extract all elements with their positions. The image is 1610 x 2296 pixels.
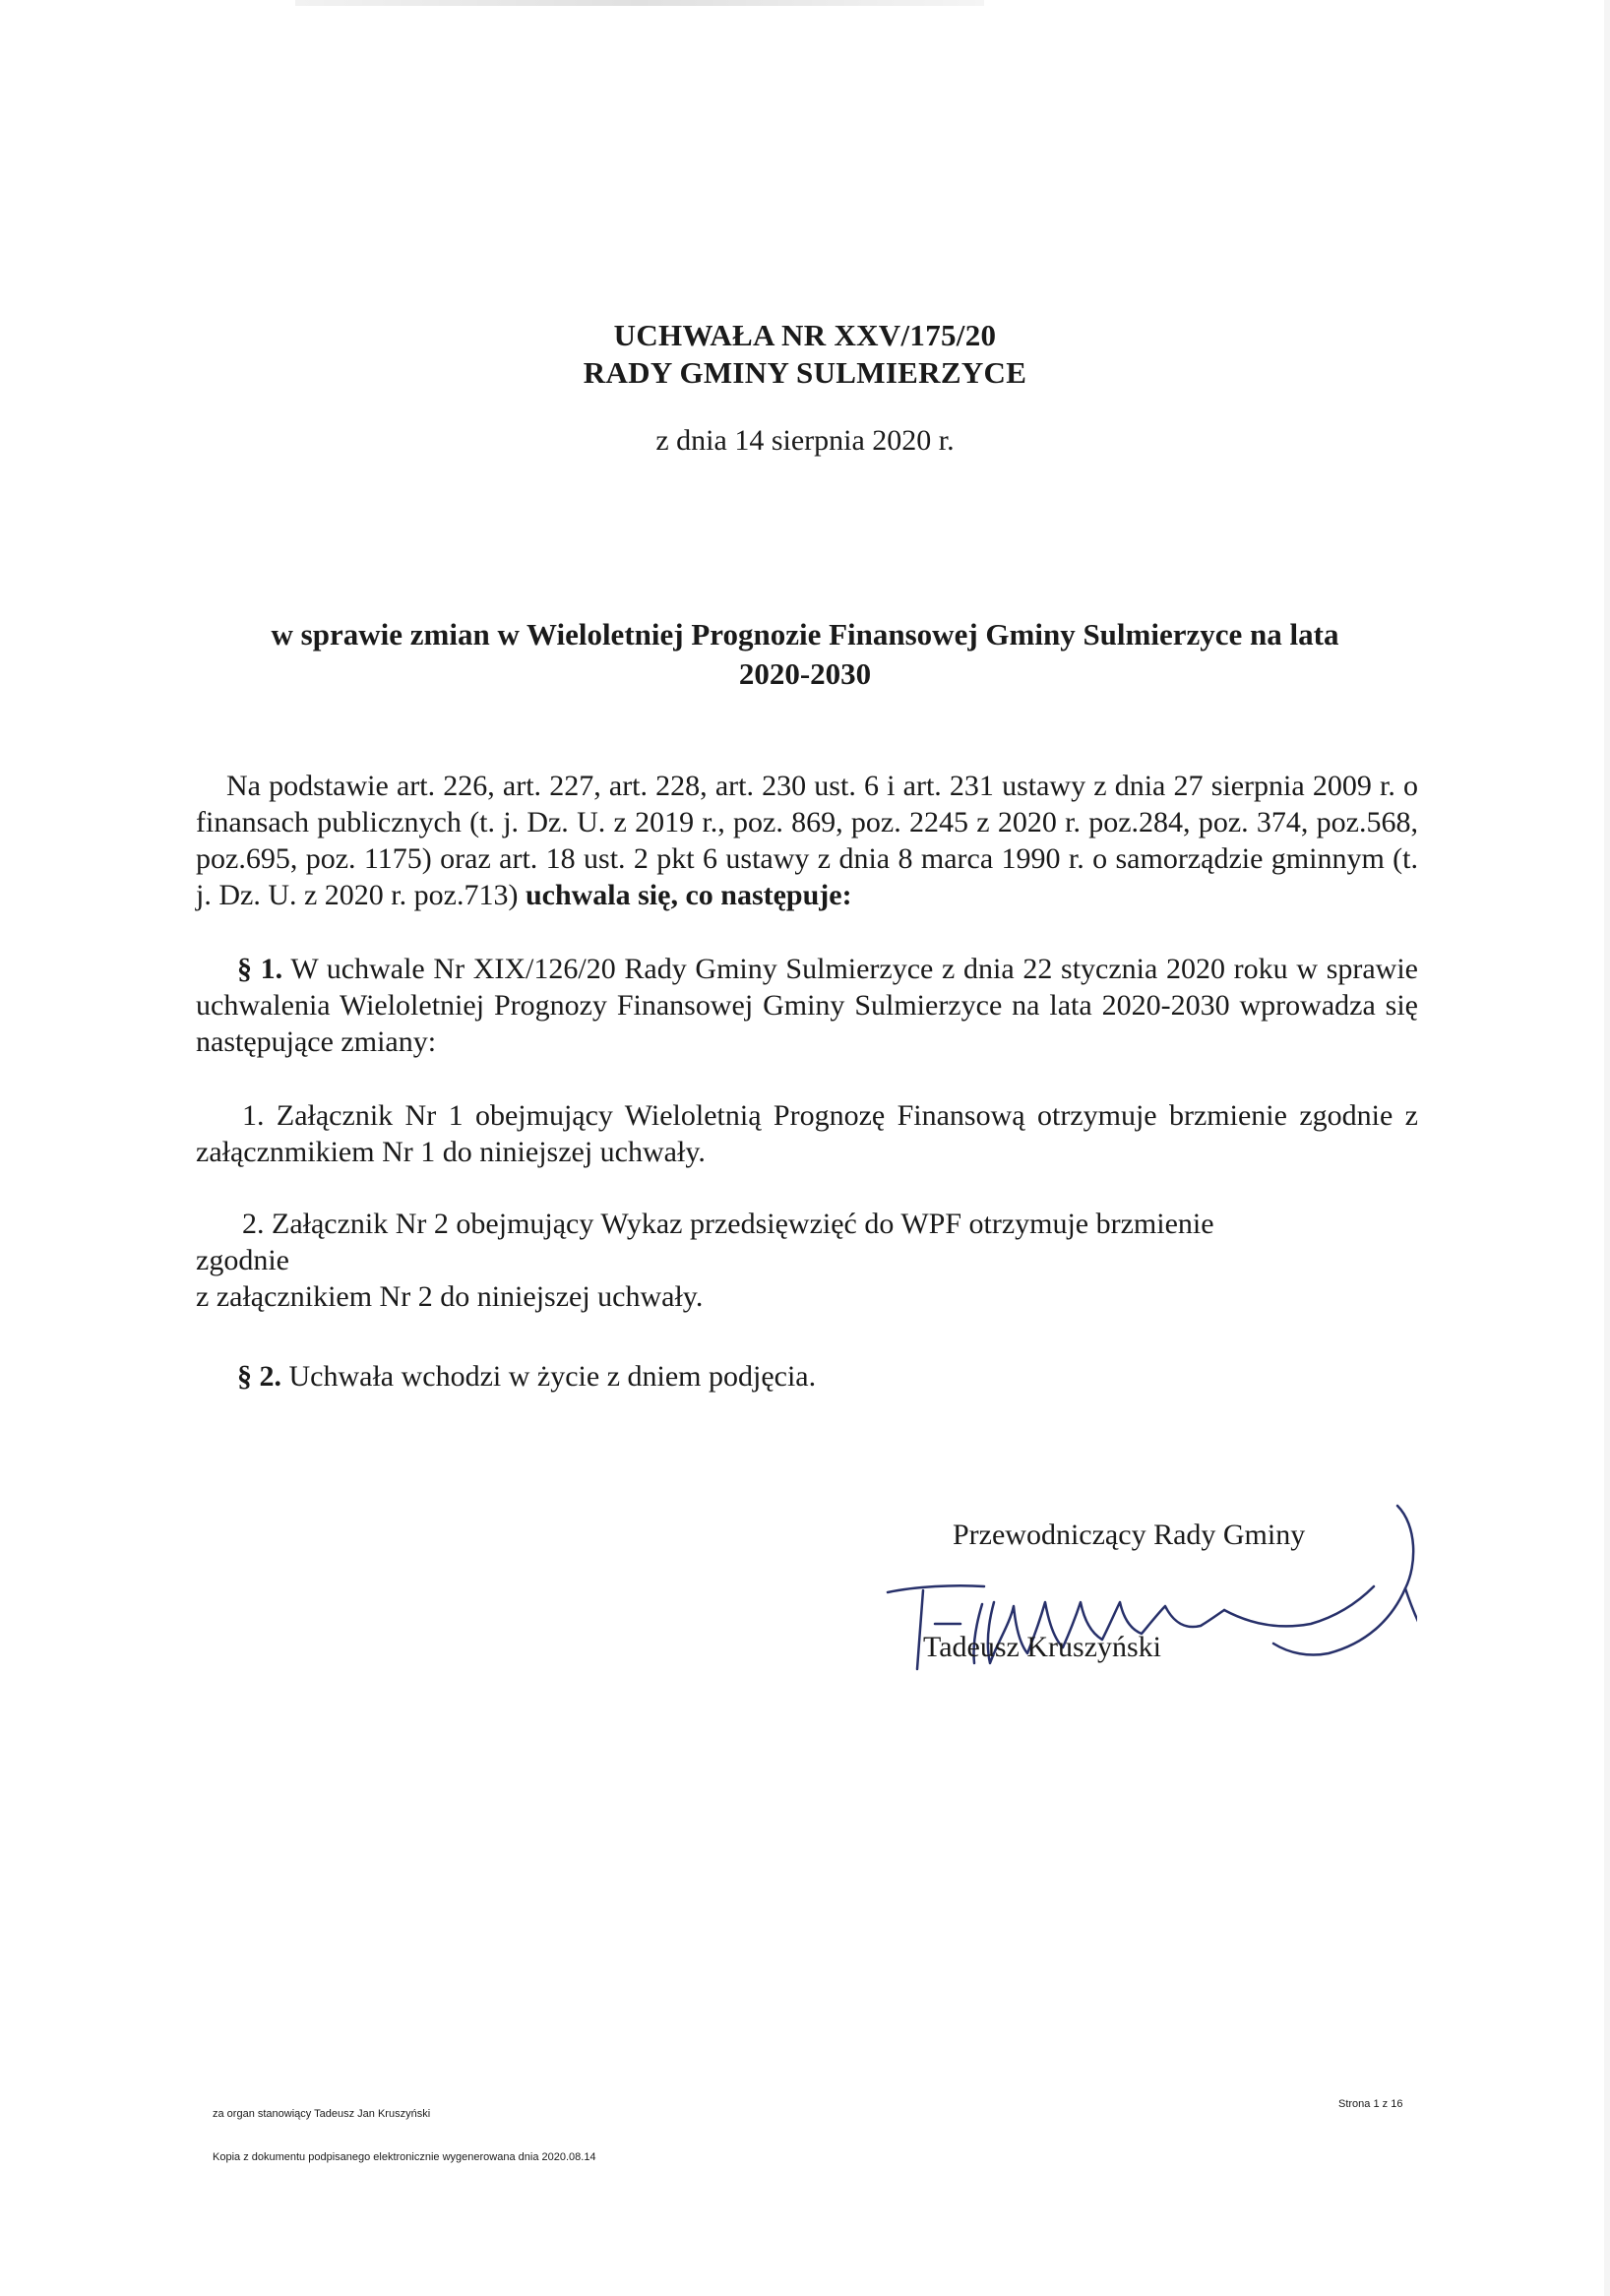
signatory-role: Przewodniczący Rady Gminy (953, 1519, 1306, 1551)
section-1-text: W uchwale Nr XIX/126/20 Rady Gminy Sulmierzyce z dnia 22 stycznia 2020 roku w sprawie uchwalenia Wieloletniej Prognozy Finansowej Gminy Sulmierzyce na lata 2020-2030 wprowadza się następujące zmiany: (196, 953, 1418, 1058)
subject-line-1: w sprawie zmian w Wieloletniej Prognozie Finansowej Gminy Sulmierzyce na lata (271, 617, 1339, 652)
legal-basis-bold: uchwala się, co następuje: (525, 879, 852, 911)
section-2-paragraph (196, 1358, 1418, 1395)
signatory-name: Tadeusz Kruszyński (923, 1631, 1162, 1663)
item-2-line-1: 2. Załącznik Nr 2 obejmujący Wykaz przedsięwzięć do WPF otrzymuje brzmienie (242, 1208, 1214, 1240)
subject-line-2: 2020-2030 (738, 656, 872, 691)
section-1-paragraph (196, 951, 1418, 1060)
footer-signed-by: za organ stanowiący Tadeusz Jan Kruszyński (213, 2108, 431, 2120)
resolution-subject (0, 615, 1610, 694)
legal-basis-text: Na podstawie art. 226, art. 227, art. 228, art. 230 ust. 6 i art. 231 ustawy z dnia 27 sierpnia 2009 r. o finansach publicznych (t. j. Dz. U. z 2019 r., poz. 869, poz. 2245 z 2020 r. poz.284, poz. 374, poz.568, poz.695, poz. 1175) oraz art. 18 ust. 2 pkt 6 ustawy z dnia 8 marca 1990 r. o samorządzie gminnym (t. j. Dz. U. z 2020 r. poz.713) (196, 770, 1418, 911)
title-line-2: RADY GMINY SULMIERZYCE (583, 355, 1027, 390)
resolution-date: z dnia 14 sierpnia 2020 r. (655, 424, 955, 457)
item-2-line-2: zgodnie (196, 1244, 289, 1276)
section-1-label: § 1. (237, 953, 283, 985)
section-2-label: § 2. (237, 1360, 281, 1393)
legal-basis-paragraph (196, 768, 1418, 913)
item-1-paragraph: 1. Załącznik Nr 1 obejmujący Wieloletnią Prognozę Finansową otrzymuje brzmienie zgodnie z załącznmikiem Nr 1 do niniejszej uchwały. (196, 1099, 1418, 1168)
footer-page-number: Strona 1 z 16 (1338, 2098, 1403, 2110)
title-line-1: UCHWAŁA NR XXV/175/20 (613, 318, 997, 352)
item-2-line-3: z załącznikiem Nr 2 do niniejszej uchwały. (196, 1280, 704, 1313)
section-2-text: Uchwała wchodzi w życie z dniem podjęcia. (288, 1360, 817, 1393)
item-2-paragraph (196, 1206, 1418, 1315)
scan-artifact (295, 0, 984, 6)
resolution-title (0, 317, 1610, 392)
footer-copy-note: Kopia z dokumentu podpisanego elektronicznie wygenerowana dnia 2020.08.14 (213, 2151, 596, 2163)
